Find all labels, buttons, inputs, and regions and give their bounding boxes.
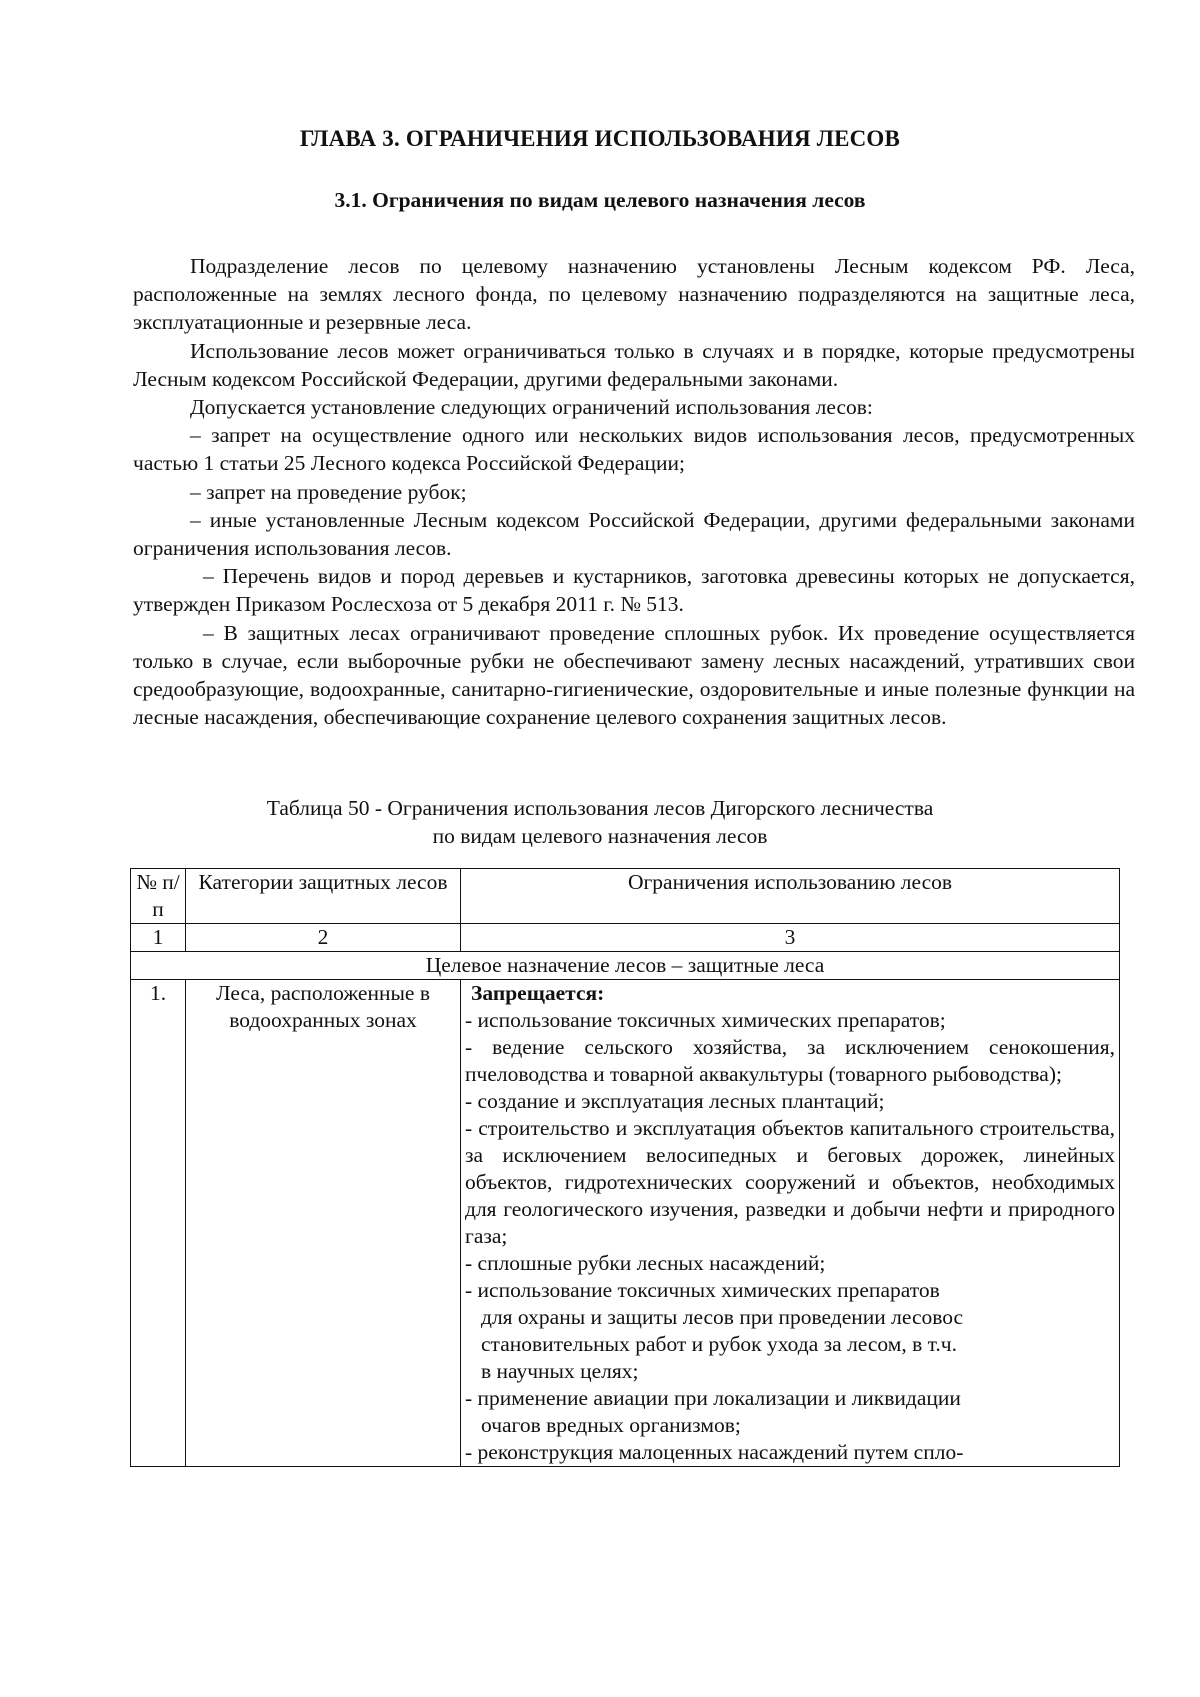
row-restrictions xyxy=(461,980,1120,1467)
paragraph: Подразделение лесов по целевому назначению установлены Лесным кодексом РФ. Леса, расположенные на землях лесного фонда, по целевому назначению подразделяются на защитные леса, эксплуатационные и резервные леса. xyxy=(133,254,1135,335)
table-caption-line: Таблица 50 - Ограничения использования лесов Дигорского лесничества xyxy=(266,796,934,820)
header-num: № п/п xyxy=(131,869,186,924)
list-item: – запрет на проведение рубок; xyxy=(190,479,467,504)
paragraph: Использование лесов может ограничиваться только в случаях и в порядке, которые предусмотрены Лесным кодексом Российской Федерации, другими федеральными законами. xyxy=(133,338,1135,391)
restriction-item: - использование токсичных химических препаратов; xyxy=(465,1008,946,1032)
paragraph: Допускается установление следующих ограничений использования лесов: xyxy=(190,395,873,420)
header-restrictions: Ограничения использованию лесов xyxy=(461,869,1120,924)
column-number-row xyxy=(131,924,1120,952)
section-title: 3.1. Ограничения по видам целевого назначения лесов xyxy=(334,188,866,212)
table-caption xyxy=(0,794,1200,850)
column-number: 3 xyxy=(461,924,1120,952)
column-number: 1 xyxy=(131,924,186,952)
restriction-item: - ведение сельского хозяйства, за исключением сенокошения, пчеловодства и товарной аквакультуры (товарного рыбоводства); xyxy=(465,1035,1115,1086)
chapter-title: ГЛАВА 3. ОГРАНИЧЕНИЯ ИСПОЛЬЗОВАНИЯ ЛЕСОВ xyxy=(299,126,901,151)
list-item: – запрет на осуществление одного или нескольких видов использования лесов, предусмотренных частью 1 статьи 25 Лесного кодекса Российской Федерации; xyxy=(133,423,1135,476)
row-category: Леса, расположенные в водоохранных зонах xyxy=(186,980,461,1467)
paragraph: – В защитных лесах ограничивают проведение сплошных рубок. Их проведение осуществляется только в случае, если выборочные рубки не обеспечивают замену лесных насаждений, утративших свои средообразующие, водоохранные, санитарно-гигиенические, оздоровительные и иные полезные функции на лесные насаждения, обеспечивающие сохранение целевого сохранения защитных лесов. xyxy=(133,620,1135,730)
list-item: – иные установленные Лесным кодексом Российской Федерации, другими федеральными законами ограничения использования лесов. xyxy=(133,507,1135,561)
restriction-item: - использование токсичных химических препаратов xyxy=(465,1278,940,1302)
table-row xyxy=(131,980,1120,1467)
restriction-item: - строительство и эксплуатация объектов капитального строительства, за исключением велосипедных и беговых дорожек, линейных объектов, гидротехнических сооружений и объектов, необходимых для геологического изучения, разведки и добычи нефти и природного газа; xyxy=(465,1116,1115,1248)
restriction-item-continuation: в научных целях; xyxy=(481,1359,639,1383)
paragraph: – Перечень видов и пород деревьев и кустарников, заготовка древесины которых не допускается, утвержден Приказом Рослесхоза от 5 декабря 2011 г. № 513. xyxy=(133,564,1135,617)
table-caption-line: по видам целевого назначения лесов xyxy=(432,824,768,848)
row-num: 1. xyxy=(131,980,186,1467)
restriction-item-continuation: для охраны и защиты лесов при проведении лесовос xyxy=(481,1305,964,1329)
table-header-row xyxy=(131,869,1120,924)
column-number: 2 xyxy=(186,924,461,952)
restrictions-table xyxy=(130,868,1120,1467)
restriction-item: - применение авиации при локализации и ликвидации xyxy=(465,1386,961,1410)
group-label: Целевое назначение лесов – защитные леса xyxy=(131,952,1120,980)
restriction-item-continuation: становительных работ и рубок ухода за лесом, в т.ч. xyxy=(481,1332,957,1356)
restriction-item: - создание и эксплуатация лесных плантаций; xyxy=(465,1089,885,1113)
restriction-item-continuation: очагов вредных организмов; xyxy=(481,1413,741,1437)
header-category: Категории защитных лесов xyxy=(186,869,461,924)
body-text xyxy=(133,252,1135,731)
restriction-item: - реконструкция малоценных насаждений путем спло- xyxy=(465,1440,964,1464)
restriction-item: - сплошные рубки лесных насаждений; xyxy=(465,1251,826,1275)
restrictions-heading: Запрещается: xyxy=(471,981,605,1005)
group-row xyxy=(131,952,1120,980)
